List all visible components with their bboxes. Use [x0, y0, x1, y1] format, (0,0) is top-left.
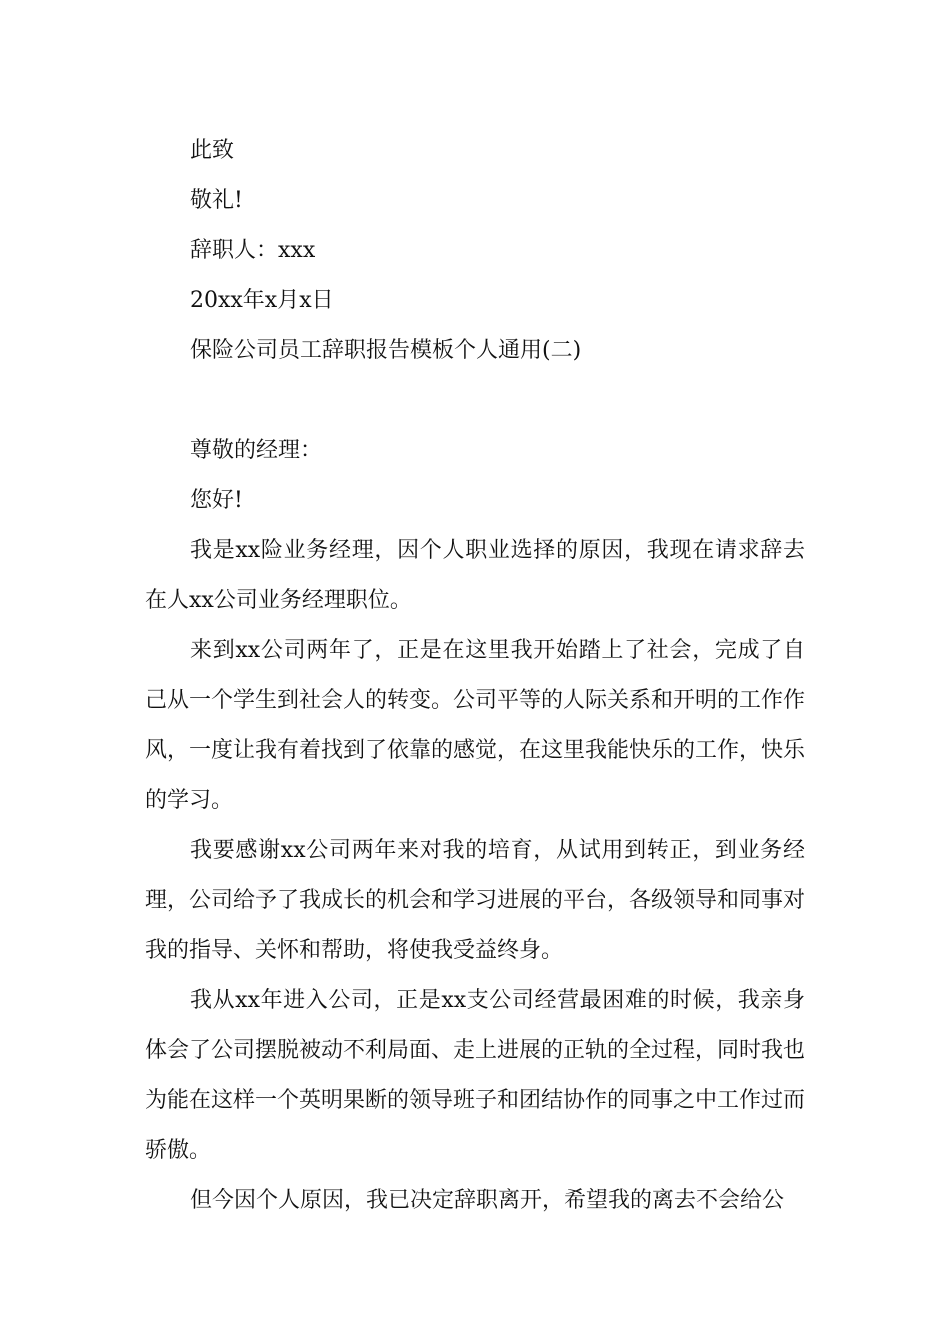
section-title: 保险公司员工辞职报告模板个人通用(二)	[190, 338, 582, 363]
date-line: 20xx年x月x日	[190, 288, 334, 313]
body-paragraph-4: 我从xx年进入公司，正是xx支公司经营最困难的时候，我亲身体会了公司摆脱被动不利局面、走上进展的正轨的全过程，同时我也为能在这样一个英明果断的领导班子和团结协作的同事之中工作过而骄傲。	[145, 988, 806, 1163]
closing-line-2: 敬礼!	[190, 188, 243, 213]
body-paragraph-1: 我是xx险业务经理，因个人职业选择的原因，我现在请求辞去在人xx公司业务经理职位。	[145, 538, 805, 613]
signer-line: 辞职人：xxx	[190, 238, 316, 263]
body-paragraph-3: 我要感谢xx公司两年来对我的培育，从试用到转正，到业务经理，公司给予了我成长的机会和学习进展的平台，各级领导和同事对我的指导、关怀和帮助，将使我受益终身。	[145, 838, 806, 963]
closing-line-1: 此致	[190, 138, 235, 163]
body-paragraph-5: 但今因个人原因，我已决定辞职离开，希望我的离去不会给公	[190, 1188, 785, 1213]
body-paragraph-2: 来到xx公司两年了，正是在这里我开始踏上了社会，完成了自己从一个学生到社会人的转变。公司平等的人际关系和开明的工作作风，一度让我有着找到了依靠的感觉，在这里我能快乐的工作，快乐的学习。	[145, 638, 806, 813]
salutation: 尊敬的经理：	[190, 438, 323, 463]
greeting: 您好!	[190, 488, 243, 513]
